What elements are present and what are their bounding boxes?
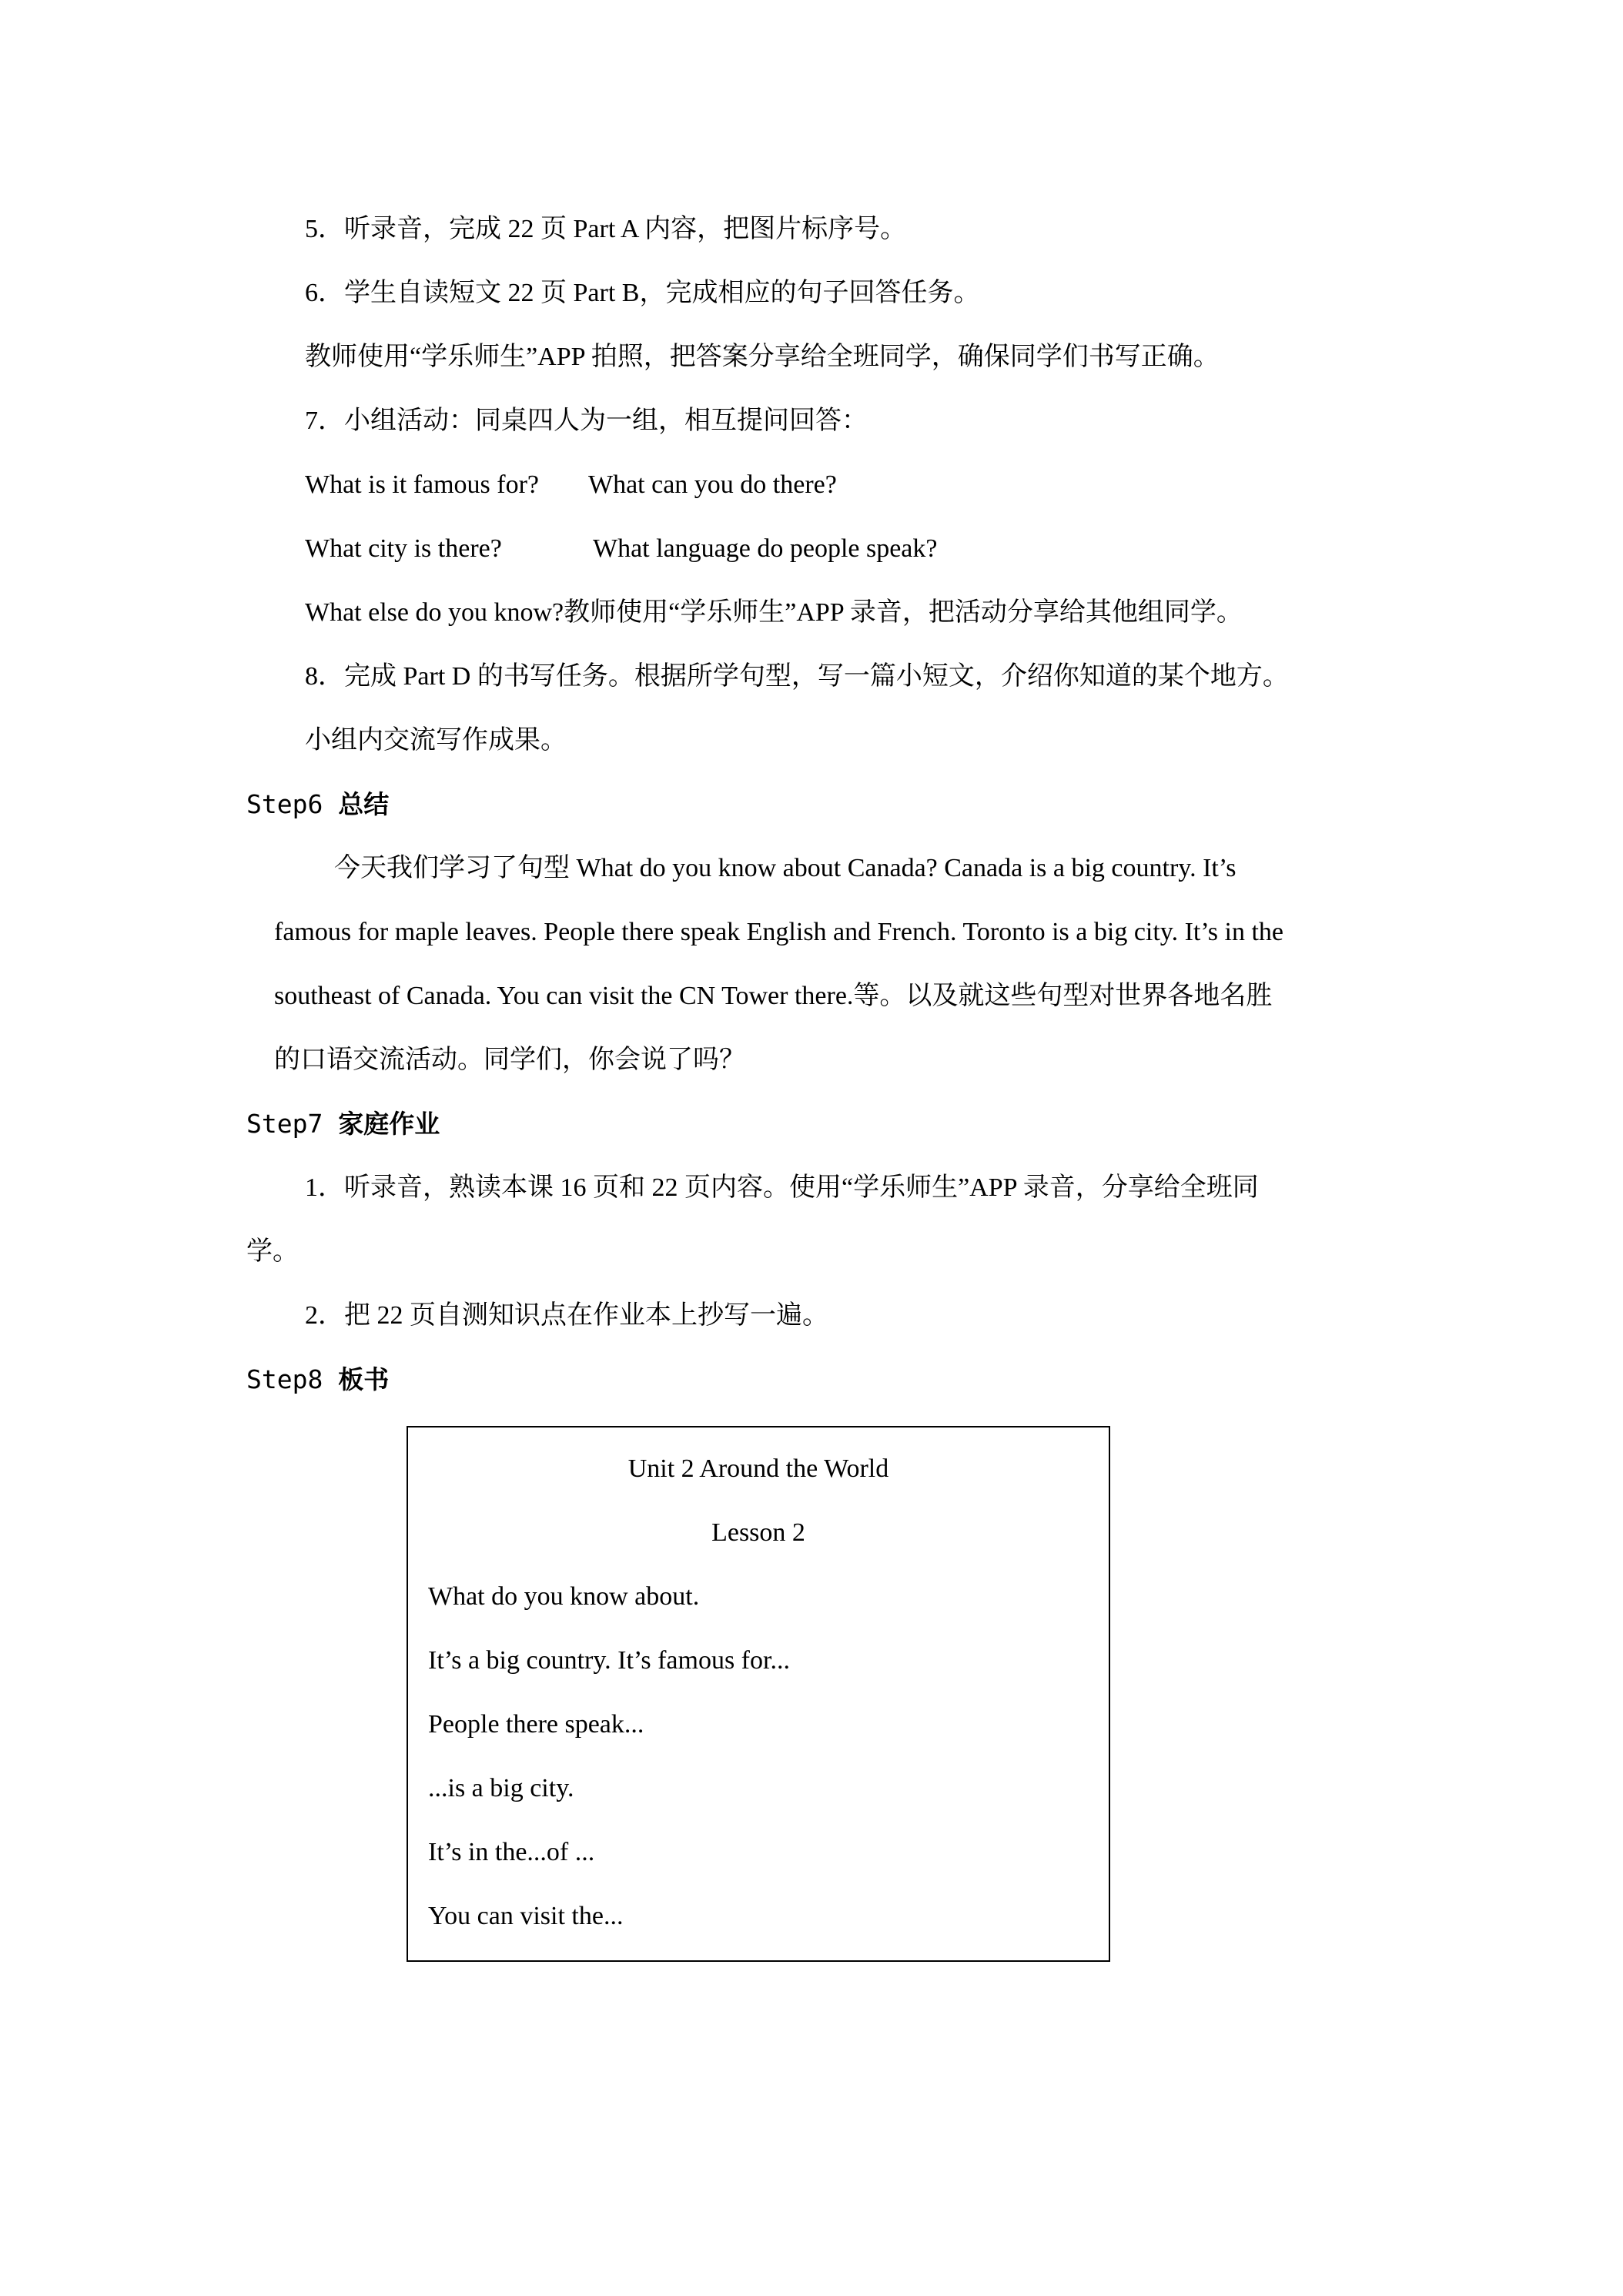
board-line-2: It’s a big country. It’s famous for... — [428, 1646, 790, 1675]
step8-label: Step8 — [246, 1364, 323, 1394]
item-7: 7．小组活动：同桌四人为一组，相互提问回答： — [305, 407, 868, 435]
item-8-continuation: 小组内交流写作成果。 — [305, 726, 567, 755]
item-5: 5．听录音，完成 22 页 Part A 内容，把图片标序号。 — [305, 215, 907, 243]
item-6: 6．学生自读短文 22 页 Part B，完成相应的句子回答任务。 — [305, 279, 980, 307]
question-famous-for: What is it famous for? — [305, 470, 540, 499]
step7-heading — [246, 1107, 440, 1141]
board-line-1: What do you know about. — [428, 1582, 700, 1611]
step7-item-1-continuation: 学。 — [246, 1237, 299, 1266]
question-what-can-you-do: What can you do there? — [588, 470, 837, 499]
item-7-tail: What else do you know?教师使用“学乐师生”APP 录音，把活动分享给其他组同学。 — [305, 598, 1243, 627]
step6-title: 总结 — [338, 789, 390, 819]
board-subtitle: Lesson 2 — [711, 1518, 805, 1547]
blackboard-box — [407, 1426, 1110, 1962]
item-6-teacher-note: 教师使用“学乐师生”APP 拍照，把答案分享给全班同学，确保同学们书写正确。 — [305, 343, 1220, 371]
step6-label: Step6 — [246, 789, 323, 819]
step7-item-1: 1．听录音，熟读本课 16 页和 22 页内容。使用“学乐师生”APP 录音，分享给全班同 — [305, 1173, 1259, 1202]
step8-title: 板书 — [338, 1364, 390, 1394]
step6-summary-line-3: southeast of Canada. You can visit the CN Tower there.等。以及就这些句型对世界各地名胜 — [274, 982, 1273, 1010]
question-what-city: What city is there? — [305, 534, 502, 563]
step7-label: Step7 — [246, 1109, 323, 1139]
board-line-6: You can visit the... — [428, 1902, 624, 1930]
step8-heading — [246, 1363, 389, 1397]
board-title: Unit 2 Around the World — [627, 1454, 889, 1483]
step6-summary-line-1: 今天我们学习了句型 What do you know about Canada? Canada is a big country. It’s — [334, 854, 1236, 882]
step6-heading — [246, 788, 389, 822]
board-line-3: People there speak... — [428, 1710, 644, 1739]
step6-summary-line-2: famous for maple leaves. People there speak English and French. Toronto is a big city. It’s in the — [274, 918, 1284, 946]
step6-summary-line-4: 的口语交流活动。同学们，你会说了吗？ — [274, 1046, 745, 1074]
question-what-language: What language do people speak? — [593, 534, 938, 563]
board-line-5: It’s in the...of ... — [428, 1838, 595, 1866]
item-8: 8．完成 Part D 的书写任务。根据所学句型，写一篇小短文，介绍你知道的某个地方。 — [305, 662, 1289, 691]
step7-title: 家庭作业 — [338, 1109, 440, 1139]
board-line-4: ...is a big city. — [428, 1774, 574, 1802]
step7-item-2: 2．把 22 页自测知识点在作业本上抄写一遍。 — [305, 1301, 828, 1330]
